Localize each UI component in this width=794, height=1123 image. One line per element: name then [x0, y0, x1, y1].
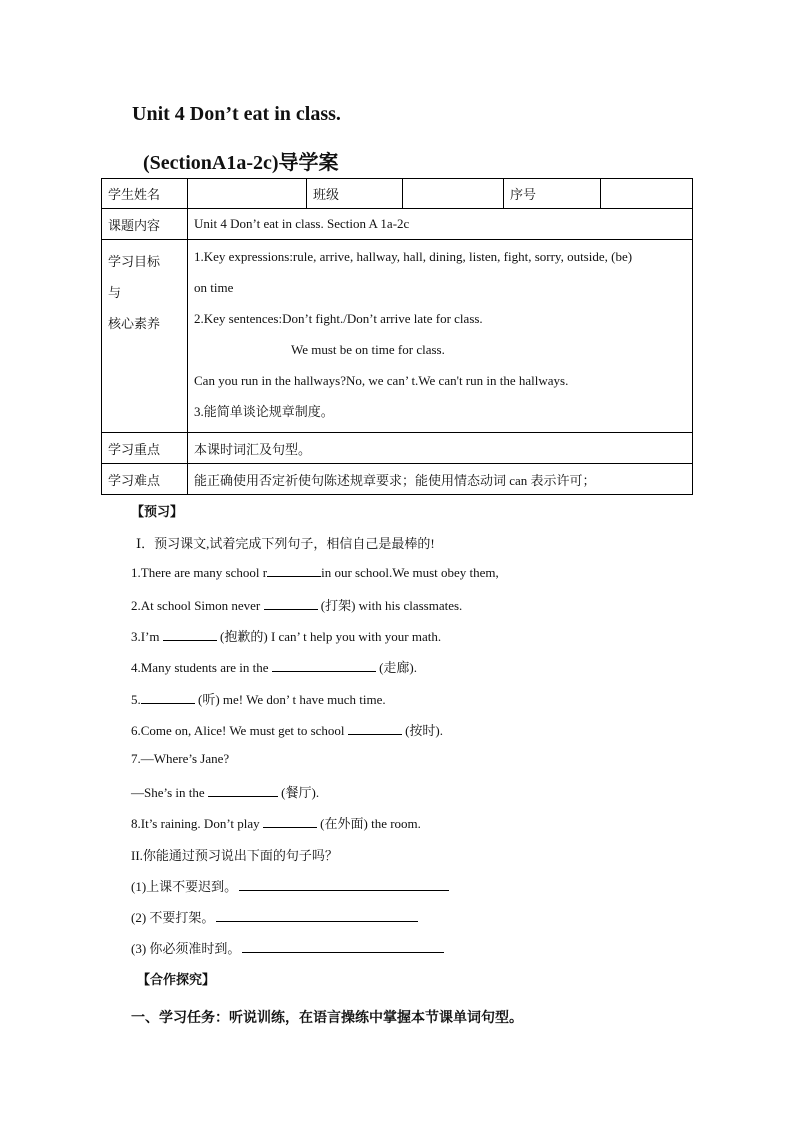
section2-title: II.你能通过预习说出下面的句子吗？: [131, 848, 338, 863]
question-text: (听) me! We don’ t have much time.: [194, 692, 386, 707]
objective-line: 3.能简单谈论规章制度。: [194, 404, 334, 419]
question-text: (在外面) the room.: [316, 816, 421, 831]
question-text: 5.: [131, 692, 141, 707]
table-row: [102, 464, 693, 495]
number-label: 序号: [504, 179, 601, 209]
table-row: [102, 209, 693, 240]
answer-blank[interactable]: [242, 940, 444, 953]
question-text: 4.Many students are in the: [131, 660, 272, 675]
topic-label: 课题内容: [102, 209, 188, 240]
question-text: 2.At school Simon never: [131, 598, 264, 613]
objectives-label-line: 学习目标: [108, 254, 161, 269]
class-label: 班级: [307, 179, 403, 209]
number-field: [601, 179, 693, 209]
question-text: 3.I’m: [131, 629, 163, 644]
answer-blank[interactable]: [239, 878, 449, 891]
answer-blank[interactable]: [267, 564, 321, 577]
preview-heading: 【预习】: [131, 504, 184, 519]
sentence-1: [131, 876, 449, 895]
student-name-label: 学生姓名: [102, 179, 188, 209]
sentence-3: [131, 938, 444, 957]
table-row: [102, 240, 693, 433]
answer-blank[interactable]: [208, 784, 278, 797]
difficulties-value: 能正确使用否定祈使句陈述规章要求；能使用情态动词 can 表示许可；: [188, 464, 693, 495]
task-1: 一、学习任务：听说训练，在语言操练中掌握本节课单词句型。: [131, 1011, 523, 1026]
objectives-label: [102, 240, 188, 433]
question-7-prompt: 7.—Where’s Jane?: [131, 751, 230, 766]
lesson-info-table: [101, 178, 693, 495]
section1-title: Ⅰ．预习课文,试着完成下列句子，相信自己是最棒的!: [136, 536, 435, 551]
objective-line: Can you run in the hallways?No, we can’ t.We can't run in the hallways.: [194, 373, 569, 388]
question-text: in our school.We must obey them,: [321, 565, 499, 580]
document-subtitle: (SectionA1a-2c)导学案: [143, 152, 339, 174]
answer-blank[interactable]: [141, 691, 195, 704]
question-text: 1.There are many school r: [131, 565, 268, 580]
objective-line: on time: [194, 280, 234, 295]
answer-blank[interactable]: [348, 722, 402, 735]
question-text: (走廊).: [375, 660, 417, 675]
sentence-text: (1)上课不要迟到。: [131, 879, 238, 894]
question-4: [131, 657, 417, 676]
question-8: [131, 813, 421, 832]
objective-line: 1.Key expressions:rule, arrive, hallway, hall, dining, listen, fight, sorry, outside, (be): [194, 249, 633, 264]
question-text: (按时).: [401, 723, 443, 738]
document-title: Unit 4 Don’t eat in class.: [132, 103, 341, 125]
student-name-field: [188, 179, 307, 209]
question-text: (抱歉的) I can’ t help you with your math.: [216, 629, 442, 644]
question-7: [131, 782, 319, 801]
objective-line: 2.Key sentences:Don’t fight./Don’t arrive late for class.: [194, 311, 483, 326]
answer-blank[interactable]: [264, 597, 318, 610]
topic-value: Unit 4 Don’t eat in class. Section A 1a-2c: [188, 209, 693, 240]
objectives-content: [188, 240, 693, 433]
key-points-value: 本课时词汇及句型。: [188, 433, 693, 464]
question-6: [131, 720, 443, 739]
answer-blank[interactable]: [216, 909, 418, 922]
question-5: [131, 689, 386, 708]
sentence-text: (2) 不要打架。: [131, 910, 215, 925]
question-3: [131, 626, 441, 645]
answer-blank[interactable]: [163, 628, 217, 641]
answer-blank[interactable]: [263, 815, 317, 828]
difficulties-label: 学习难点: [102, 464, 188, 495]
table-row: [102, 179, 693, 209]
key-points-label: 学习重点: [102, 433, 188, 464]
question-1: [131, 564, 499, 581]
question-text: (打架) with his classmates.: [317, 598, 463, 613]
question-text: —She’s in the: [131, 785, 208, 800]
sentence-2: [131, 907, 418, 926]
question-text: 8.It’s raining. Don’t play: [131, 816, 263, 831]
objectives-label-line: 与: [108, 285, 122, 300]
question-text: 6.Come on, Alice! We must get to school: [131, 723, 348, 738]
class-field: [403, 179, 504, 209]
objective-line: We must be on time for class.: [291, 342, 445, 357]
question-2: [131, 595, 462, 614]
cooperation-heading: 【合作探究】: [137, 972, 216, 987]
question-text: (餐厅).: [277, 785, 320, 800]
objectives-label-line: 核心素养: [108, 316, 161, 331]
answer-blank[interactable]: [272, 659, 376, 672]
table-row: [102, 433, 693, 464]
sentence-text: (3) 你必须准时到。: [131, 941, 241, 956]
